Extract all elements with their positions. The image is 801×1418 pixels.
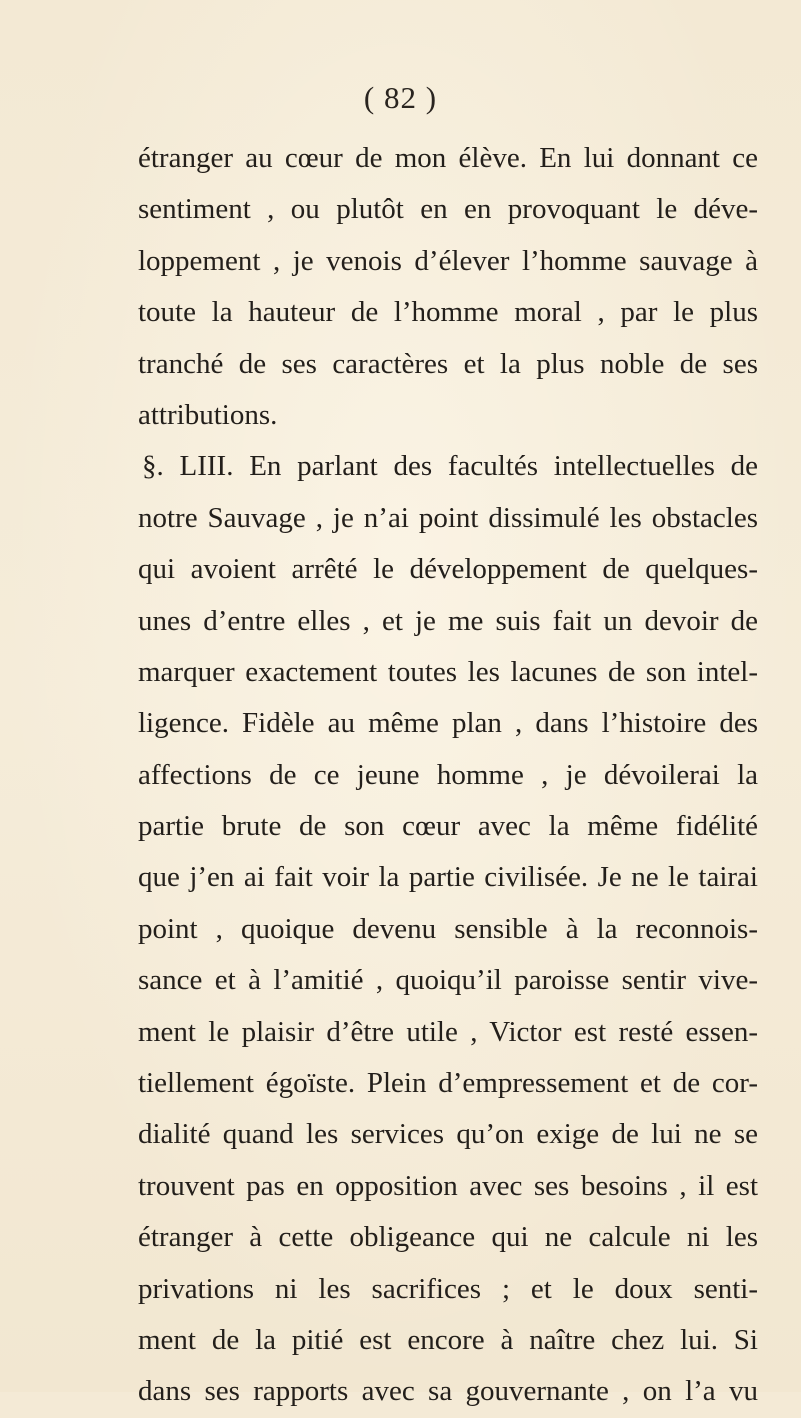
text-line: unes d’entre elles , et je me suis fait un devoir de xyxy=(138,604,758,637)
text-line: tiellement égoïste. Plein d’empressement et de cor- xyxy=(138,1067,758,1100)
text-line: qui avoient arrêté le développement de quelques- xyxy=(138,553,758,586)
text-line: sance et à l’amitié , quoiqu’il paroisse sentir vive- xyxy=(138,964,758,997)
text-line: étranger au cœur de mon élève. En lui donnant ce xyxy=(138,142,758,174)
text-line: tranché de ses caractères et la plus noble de ses xyxy=(138,347,758,380)
text-line: trouvent pas en opposition avec ses besoins , il est xyxy=(138,1169,758,1202)
text-line: étranger à cette obligeance qui ne calcule ni les xyxy=(138,1221,758,1254)
text-line: ment le plaisir d’être utile , Victor est resté essen- xyxy=(138,1015,758,1048)
text-line: loppement , je venois d’élever l’homme sauvage à xyxy=(138,244,758,277)
paragraph-start-line: §. LIII. En parlant des facultés intellectuelles de xyxy=(142,450,758,483)
text-line: affections de ce jeune homme , je dévoilerai la xyxy=(138,758,758,791)
text-line: ligence. Fidèle au même plan , dans l’histoire des xyxy=(138,707,758,740)
text-line: toute la hauteur de l’homme moral , par le plus xyxy=(138,296,758,329)
page-number: ( 82 ) xyxy=(363,80,438,115)
text-line: partie brute de son cœur avec la même fidélité xyxy=(138,810,758,843)
text-line: dialité quand les services qu’on exige de lui ne se xyxy=(138,1118,758,1151)
text-line: que j’en ai fait voir la partie civilisée. Je ne le tairai xyxy=(138,861,758,894)
text-line: ment de la pitié est encore à naître chez lui. Si xyxy=(138,1323,758,1356)
text-line: point , quoique devenu sensible à la reconnois- xyxy=(138,912,758,945)
text-line: notre Sauvage , je n’ai point dissimulé les obstacles xyxy=(138,501,758,534)
text-line: privations ni les sacrifices ; et le doux senti- xyxy=(138,1272,758,1305)
text-line: dans ses rapports avec sa gouvernante , on l’a vu xyxy=(138,1375,758,1408)
body-text xyxy=(138,133,758,1418)
text-line: sentiment , ou plutôt en en provoquant le déve- xyxy=(138,193,758,226)
text-line: attributions. xyxy=(138,398,278,431)
text-line: marquer exactement toutes les lacunes de son intel- xyxy=(138,655,758,688)
